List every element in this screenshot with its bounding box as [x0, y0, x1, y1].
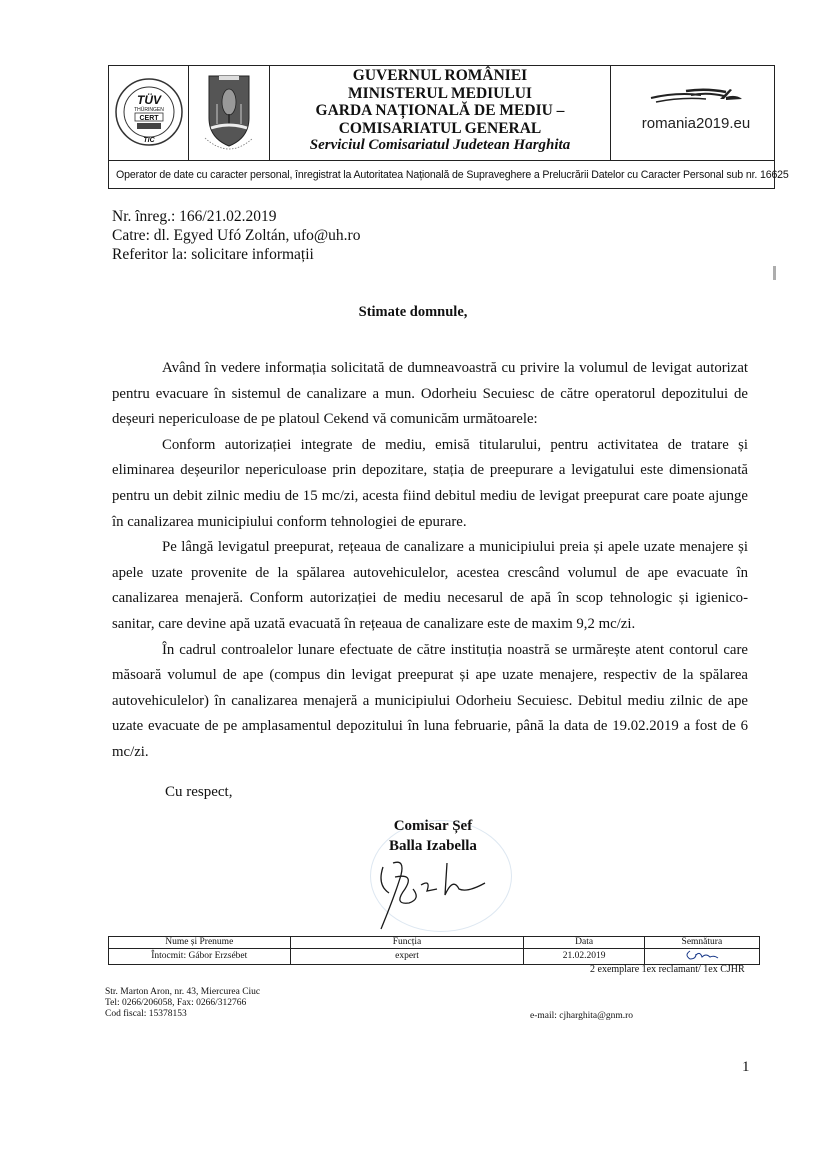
title-line-government: GUVERNUL ROMÂNIEI: [352, 67, 528, 84]
title-line-guard: GARDA NAȚIONALĂ DE MEDIU –: [315, 102, 565, 119]
title-line-ministry: MINISTERUL MEDIULUI: [348, 84, 532, 102]
svg-text:TIC: TIC: [143, 137, 155, 144]
svg-text:CERT: CERT: [139, 115, 159, 122]
title-line-service: Serviciul Comisariatul Judetean Harghita: [309, 137, 571, 153]
copies-note: 2 exemplare 1ex reclamant/ 1ex CJHR: [590, 964, 745, 975]
cell-function: expert: [290, 949, 524, 965]
recipient: Catre: dl. Egyed Ufó Zoltán, ufo@uh.ro: [112, 227, 361, 244]
address-line: Str. Marton Aron, nr. 43, Miercurea Ciuc: [105, 987, 261, 997]
scan-mark: [773, 266, 776, 280]
tuv-cert-logo-icon: [109, 66, 189, 160]
svg-text:TÜV: TÜV: [137, 93, 161, 107]
paragraph: Având în vedere informația solicitată de dumneavoastră cu privire la volumul de levigat autorizat pentru evacuare în sistemul de canalizare a mun. Odorheiu Secuiesc de către operatorul depozitului de deșeuri nepericuloase de pe platoul Cekend vă comunicăm următoarele:: [112, 360, 748, 428]
svg-text:THÜRINGEN: THÜRINGEN: [134, 107, 164, 113]
letter-body: [112, 356, 748, 766]
signatory-block: [389, 816, 477, 856]
header-name: Nume și Prenume: [109, 937, 291, 949]
cell-date: 21.02.2019: [524, 949, 644, 965]
handwritten-signature-icon: [375, 855, 505, 935]
signatory-title: Comisar Șef: [393, 818, 473, 834]
header-date: Data: [524, 937, 644, 949]
page-number: 1: [742, 1059, 750, 1075]
registration-number: Nr. înreg.: 166/21.02.2019: [112, 208, 277, 225]
gnm-crest-cell: [189, 66, 269, 160]
header-function: Funcția: [290, 937, 524, 949]
signatory-name: Balla Izabella: [389, 838, 477, 854]
initials-signature-icon: [682, 949, 722, 960]
cell-name: Întocmit: Gábor Erzsébet: [109, 949, 291, 965]
letterhead-top-row: [109, 66, 774, 161]
tuv-cert-logo-cell: [109, 66, 189, 160]
romania2019-text: romania2019.eu: [641, 115, 751, 132]
cell-signature: [644, 949, 759, 965]
paragraph: Conform autorizației integrate de mediu, emisă titularului, pentru activitatea de tratare și eliminarea deșeurilor nepericuloase prin depozitare, stația de preepurare a levigatului este dimensionată pentru un debit zilnic mediu de 15 mc/zi, acesta fiind debitul mediu de levigat preepurat care poate ajunge în canalizarea municipiului conform tehnologiei de epurare.: [112, 436, 748, 530]
data-operator-notice: Operator de date cu caracter personal, înregistrat la Autoritatea Națională de Supraveghere a Prelucrării Datelor cu Caracter Personal sub nr. 16625: [116, 169, 789, 181]
preparation-table: [108, 936, 760, 965]
romania2019-logo: [631, 86, 761, 132]
paragraph: Pe lângă levigatul preepurat, rețeaua de canalizare a municipiului preia și apele uzate menajere și apele uzate provenite de la spălarea autovehiculelor, acestea crescând volumul de ape evacuate în canalizarea menajeră. Conform autorizației de mediu necesarul de apă în scop tehnologic și igienico- sanitar, care devine apă uzată evacuată în rețeaua de canalizare este de maxim 9,2 mc/zi.: [112, 539, 748, 632]
paragraph: În cadrul controalelor lunare efectuate de către instituția noastră se urmărește atent contorul care măsoară volumul de ape (compus din levigat preepurat și ape uzate menajere, respectiv de la spălarea autovehiculelor) în canalizarea menajeră a municipiului Odorheiu Secuiesc. Debitul mediu zilnic de ape uzate evacuate de pe amplasamentul depozitului în luna februarie, până la data de 19.02.2019 a fost de 6 mc/zi.: [112, 641, 748, 760]
romania2019-swoosh-icon: [646, 86, 746, 108]
romania2019-logo-cell: [611, 66, 774, 160]
header-signature: Semnătura: [644, 937, 759, 949]
table-row: [109, 949, 760, 965]
table-header-row: [109, 937, 760, 949]
subject: Referitor la: solicitare informații: [112, 246, 314, 263]
phone-fax-line: Tel: 0266/206058, Fax: 0266/312766: [105, 998, 247, 1008]
gnm-crest-icon: [189, 66, 269, 160]
title-line-commissariat: COMISARIATUL GENERAL: [338, 119, 542, 137]
institution-title: [269, 66, 611, 160]
closing: Cu respect,: [165, 784, 233, 800]
fiscal-code-line: Cod fiscal: 15378153: [105, 1009, 187, 1019]
greeting: Stimate domnule,: [358, 304, 468, 320]
letterhead: [108, 65, 789, 189]
footer-address: [105, 987, 260, 1020]
footer-email: e-mail: cjharghita@gnm.ro: [530, 1011, 634, 1021]
letter-meta: [112, 207, 360, 264]
